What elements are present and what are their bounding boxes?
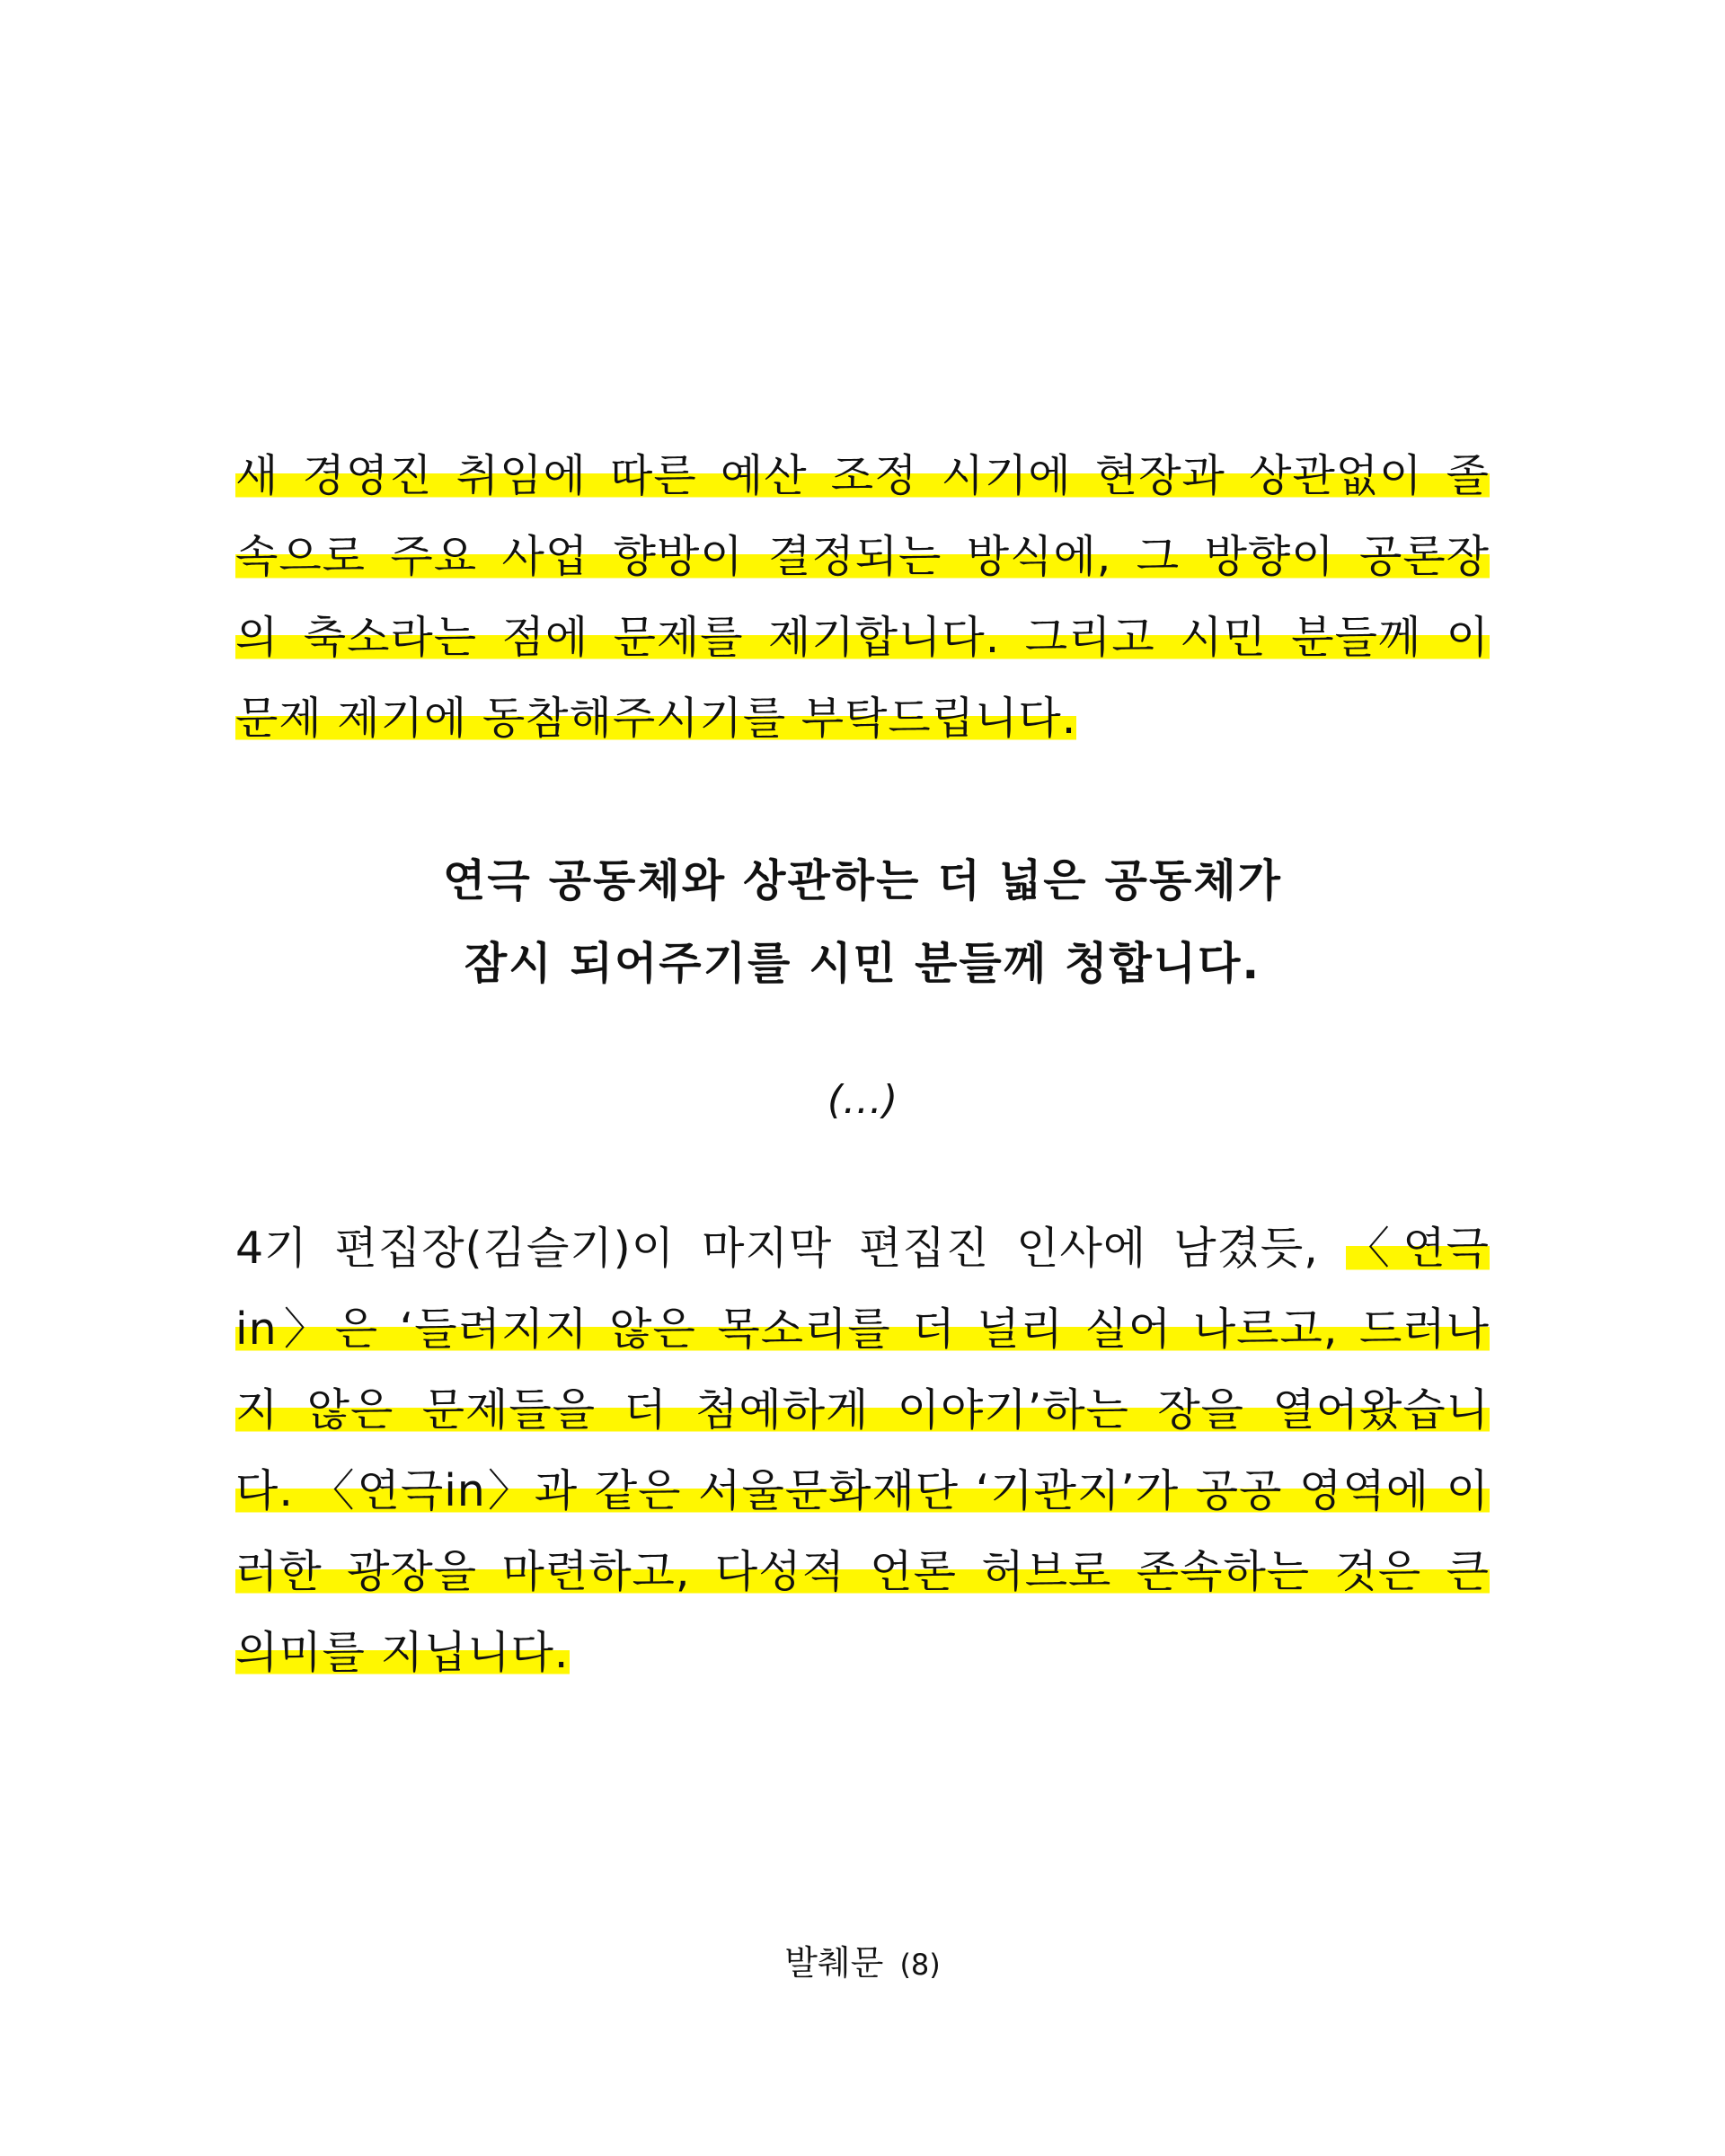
highlighted-text: 지 않은 문제들을 더 첨예하게 이야기’하는 장을 열어왔습니 — [235, 1384, 1490, 1436]
page-footer — [0, 1936, 1725, 1992]
highlighted-text: 의 축소라는 점에 문제를 제기합니다. 그리고 시민 분들께 이 — [235, 612, 1490, 663]
text-line — [235, 1208, 1490, 1289]
text-line — [235, 1613, 1490, 1693]
text-line — [235, 436, 1490, 517]
highlighted-text: 의미를 지닙니다. — [235, 1627, 570, 1678]
text-line — [235, 517, 1490, 597]
bold-statement — [0, 840, 1725, 1005]
text-line — [235, 678, 1490, 759]
text-line — [235, 1289, 1490, 1370]
highlighted-text: 러한 광장을 마련하고, 다성적 언론 허브로 존속하는 것은 큰 — [235, 1546, 1490, 1597]
text-line — [235, 1370, 1490, 1451]
highlighted-text: in〉은 ‘들려지지 않은 목소리를 더 널리 실어 나르고, 드러나 — [235, 1303, 1490, 1355]
text-line — [235, 1532, 1490, 1613]
plain-text: 4기 편집장(김슬기)이 마지막 편집진 인사에 남겼듯, — [235, 1223, 1346, 1274]
highlighted-text: 새 경영진 취임에 따른 예산 조정 시기에 현장과 상관없이 졸 — [235, 450, 1490, 501]
text-line — [235, 597, 1490, 678]
ellipsis-mark: (…) — [827, 1077, 898, 1123]
highlighted-text: 〈연극 — [1345, 1223, 1491, 1274]
statement-line-2: 잠시 되어주기를 시민 분들께 청합니다. — [464, 938, 1261, 989]
text-line — [235, 1451, 1490, 1532]
highlighted-text: 다. 〈연극in〉과 같은 서울문화재단 ‘기관지’가 공공 영역에 이 — [235, 1465, 1490, 1516]
highlighted-text: 문제 제기에 동참해주시기를 부탁드립니다. — [235, 693, 1077, 744]
highlighted-text: 속으로 주요 사업 향방이 결정되는 방식에, 그 방향이 공론장 — [235, 531, 1490, 582]
paragraph-highlighted-request — [235, 436, 1490, 759]
page-number: (8) — [899, 1948, 941, 1982]
footer-label: 발췌문 — [784, 1943, 884, 1983]
statement-line-1: 연극 공동체와 상관하는 더 넓은 공동체가 — [443, 855, 1282, 906]
paragraph-editor-quote — [235, 1208, 1490, 1693]
